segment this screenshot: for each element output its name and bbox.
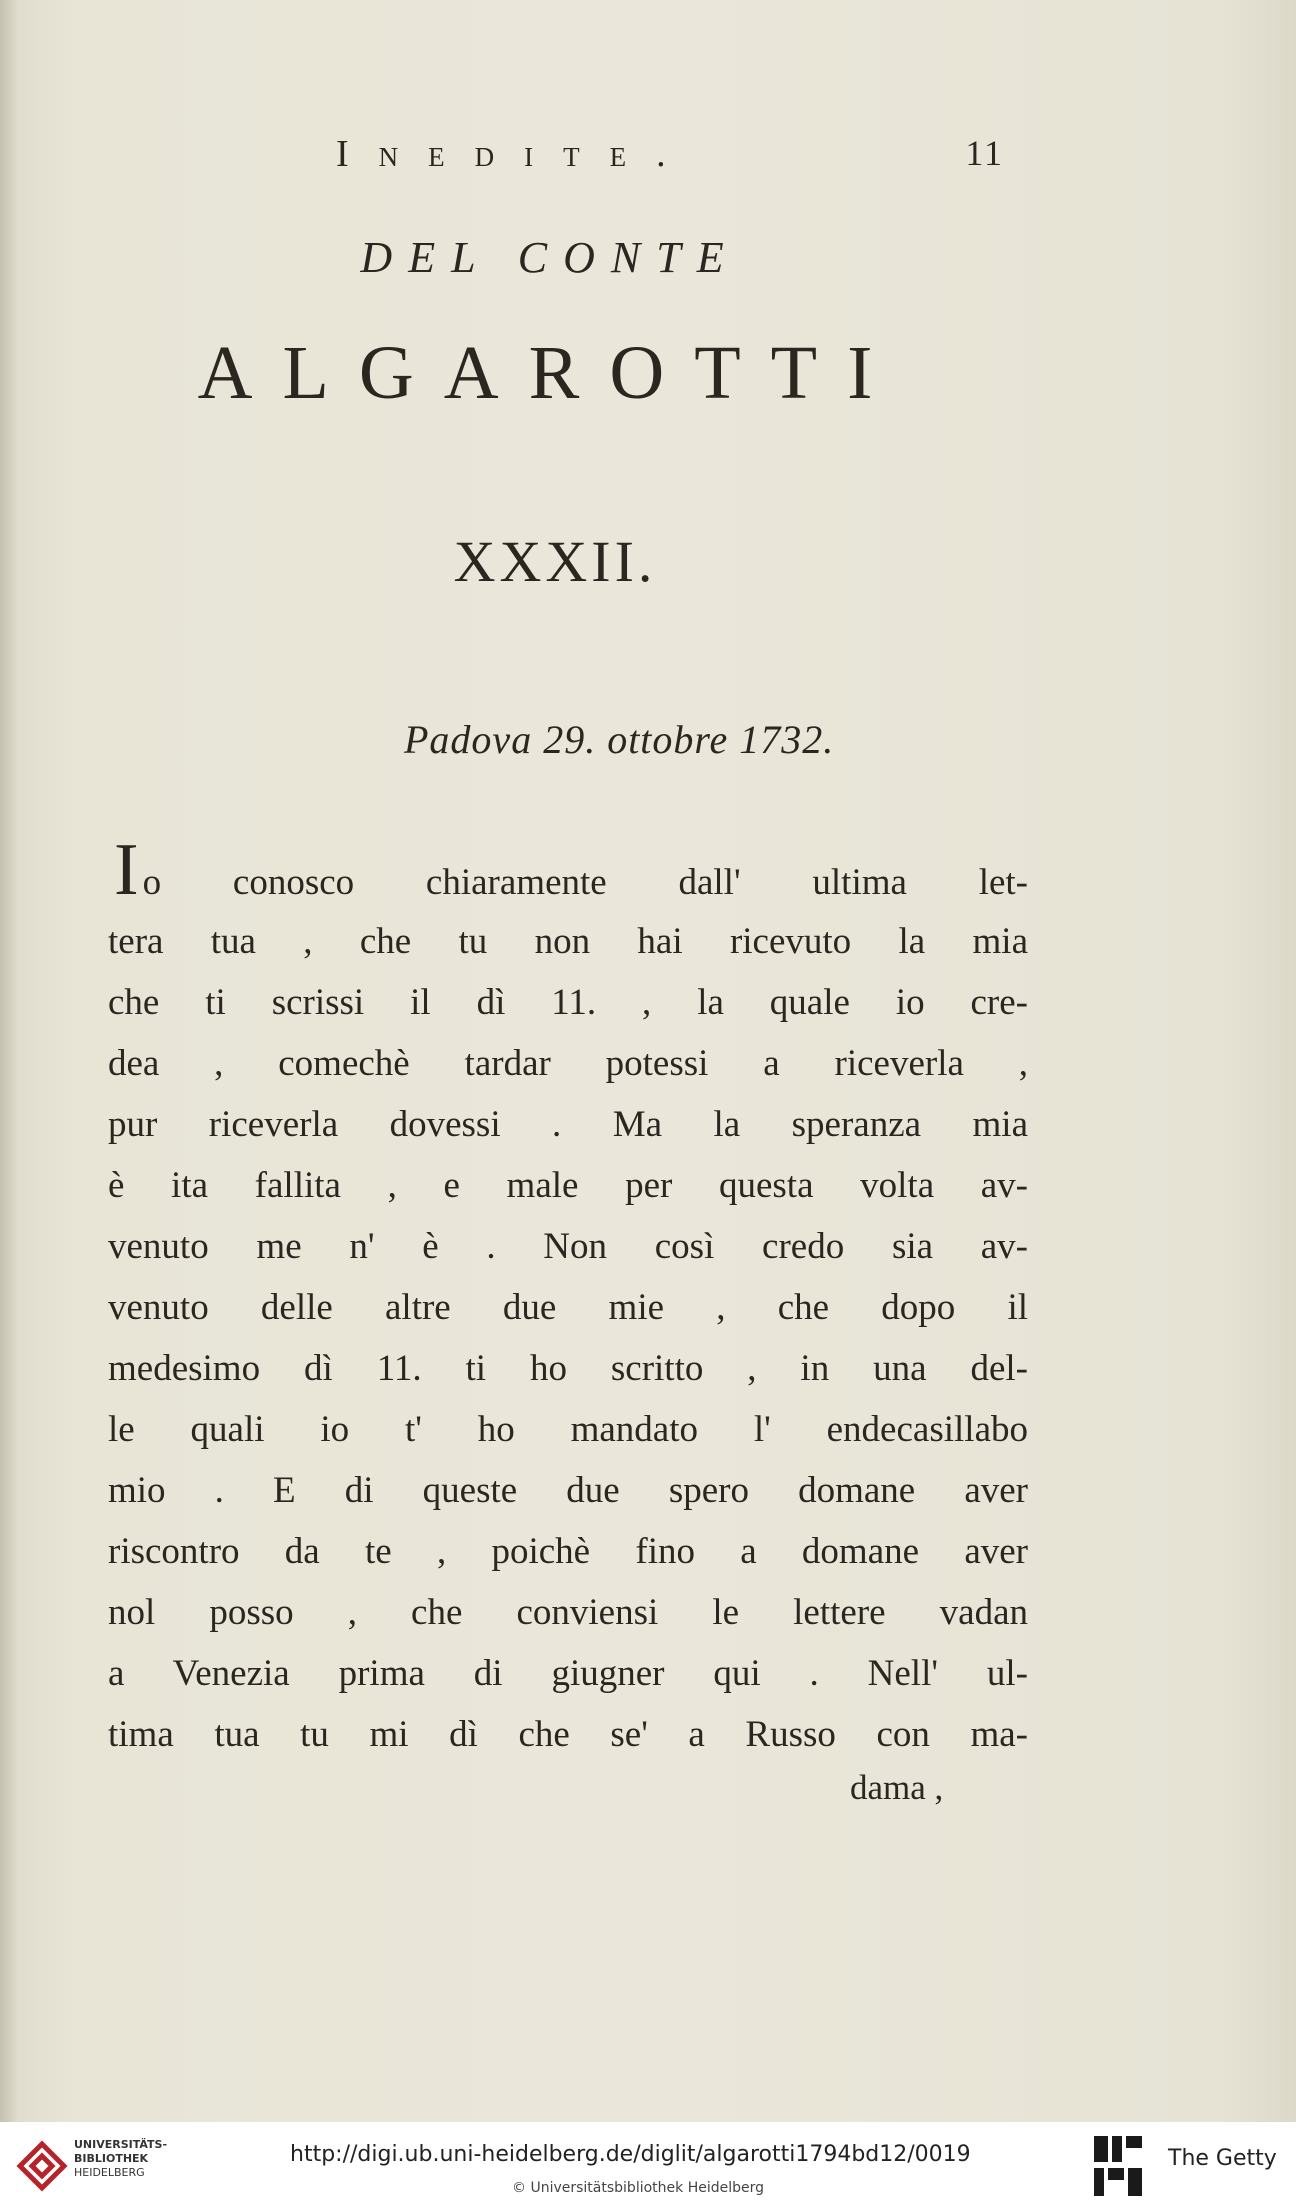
text-line-content: o conosco chiaramente dall' ultima let- bbox=[142, 862, 1028, 903]
copyright-notice: © Universitätsbibliothek Heidelberg bbox=[512, 2180, 765, 2196]
library-logo-line: UNIVERSITÄTS- bbox=[74, 2138, 168, 2151]
viewer-footer bbox=[0, 2122, 1296, 2211]
text-line: è ita fallita , e male per questa volta av- bbox=[108, 1165, 1028, 1206]
drop-cap: I bbox=[114, 829, 139, 911]
author-heading: ALGAROTTI bbox=[197, 331, 903, 415]
getty-logo-icon bbox=[1090, 2132, 1146, 2200]
permalink-url[interactable]: http://digi.ub.uni-heidelberg.de/diglit/algarotti1794bd12/0019 bbox=[290, 2142, 971, 2167]
text-line: tera tua , che tu non hai ricevuto la mia bbox=[108, 921, 1028, 962]
getty-block bbox=[1112, 2136, 1122, 2162]
text-line: medesimo dì 11. ti ho scritto , in una del- bbox=[108, 1348, 1028, 1389]
running-title: Inedite. bbox=[336, 133, 696, 175]
text-line: mio . E di queste due spero domane aver bbox=[108, 1470, 1028, 1511]
page-edge-shadow bbox=[0, 0, 18, 2122]
dateline: Padova 29. ottobre 1732. bbox=[404, 717, 835, 762]
library-logo-line: HEIDELBERG bbox=[74, 2166, 145, 2179]
text-line: che ti scrissi il dì 11. , la quale io cre- bbox=[108, 982, 1028, 1023]
text-line: venuto delle altre due mie , che dopo il bbox=[108, 1287, 1028, 1328]
letter-number: XXXII. bbox=[453, 529, 657, 594]
letter-body bbox=[108, 829, 1028, 1765]
text-line: riscontro da te , poichè fino a domane aver bbox=[108, 1531, 1028, 1572]
getty-block bbox=[1094, 2168, 1104, 2196]
text-line: a Venezia prima di giugner qui . Nell' ul- bbox=[108, 1653, 1028, 1694]
subheading: DEL CONTE bbox=[360, 233, 740, 282]
text-line: venuto me n' è . Non così credo sia av- bbox=[108, 1226, 1028, 1267]
partner-name: The Getty bbox=[1168, 2146, 1277, 2171]
getty-block bbox=[1128, 2168, 1142, 2196]
getty-logo-mark bbox=[1094, 2136, 1142, 2196]
getty-block bbox=[1126, 2136, 1142, 2148]
catchword: dama , bbox=[850, 1768, 944, 1807]
library-logo-mark bbox=[20, 2144, 64, 2188]
logo-inner-shape bbox=[32, 2156, 52, 2176]
library-logo-icon bbox=[12, 2130, 80, 2202]
text-line: pur riceverla dovessi . Ma la speranza mia bbox=[108, 1104, 1028, 1145]
getty-block bbox=[1108, 2168, 1124, 2180]
text-line: dea , comechè tardar potessi a riceverla , bbox=[108, 1043, 1028, 1084]
getty-block bbox=[1094, 2136, 1108, 2162]
text-line: nol posso , che conviensi le lettere vadan bbox=[108, 1592, 1028, 1633]
page-number: 11 bbox=[965, 133, 1004, 173]
text-line: le quali io t' ho mandato l' endecasillabo bbox=[108, 1409, 1028, 1450]
library-logo-text bbox=[74, 2138, 167, 2180]
library-logo-line: BIBLIOTHEK bbox=[74, 2152, 149, 2165]
logo-outer-shape bbox=[20, 2144, 64, 2188]
text-line: tima tua tu mi dì che se' a Russo con ma- bbox=[108, 1714, 1028, 1755]
text-line bbox=[108, 829, 1028, 911]
